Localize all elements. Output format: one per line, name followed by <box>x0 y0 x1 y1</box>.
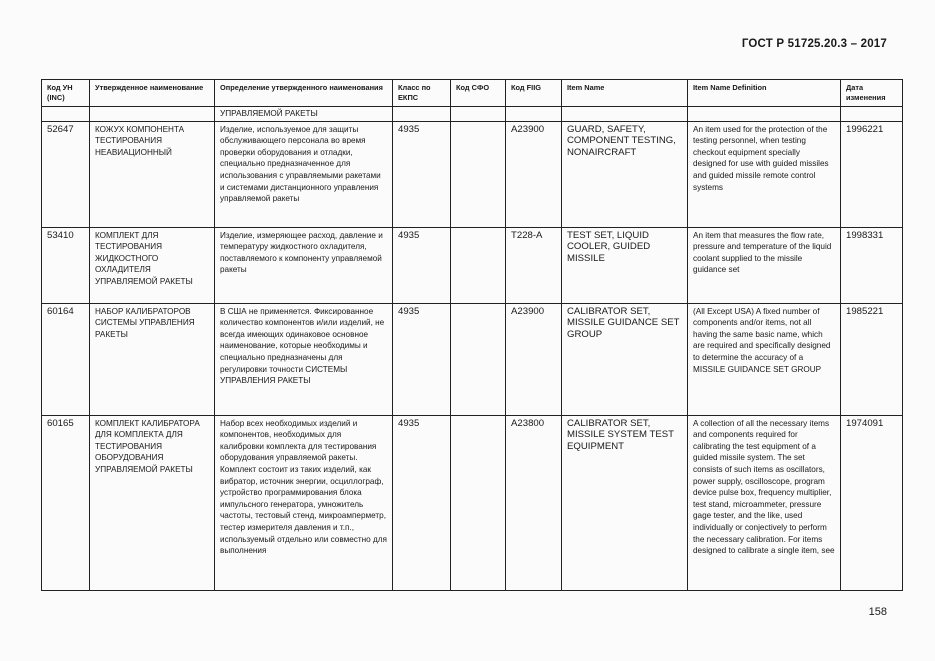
table-header-row <box>42 80 903 107</box>
cell-date: 1974091 <box>841 415 903 590</box>
cell-def-ru: Изделие, измеряющее расход, давление и температуру жидкостного охладителя, поставляемого к компоненту управляемой ракеты <box>215 227 393 303</box>
col-header-sfo: Код СФО <box>451 80 506 107</box>
cell-item-def: An item used for the protection of the testing personnel, when testing checkout equipment specially designed for use with guided missiles and guided missile remote control systems <box>688 121 841 227</box>
col-header-item-name: Item Name <box>562 80 688 107</box>
cell-item-name: GUARD, SAFETY, COMPONENT TESTING, NONAIRCRAFT <box>562 121 688 227</box>
col-header-inc: Код УН (INC) <box>42 80 90 107</box>
col-header-name-ru: Утвержденное наименование <box>90 80 215 107</box>
cell-name-ru: КОМПЛЕКТ ДЛЯ ТЕСТИРОВАНИЯ ЖИДКОСТНОГО ОХЛАДИТЕЛЯ УПРАВЛЯЕМОЙ РАКЕТЫ <box>90 227 215 303</box>
cell-inc: 53410 <box>42 227 90 303</box>
col-header-fiig: Код FIIG <box>506 80 562 107</box>
cell-date: 1998331 <box>841 227 903 303</box>
col-header-ekps: Класс по ЕКПС <box>393 80 451 107</box>
cell-inc: 52647 <box>42 121 90 227</box>
table-row <box>42 415 903 590</box>
cell-fiig: A23900 <box>506 303 562 415</box>
table-row <box>42 121 903 227</box>
cell-ekps: 4935 <box>393 227 451 303</box>
cell-inc: 60165 <box>42 415 90 590</box>
cell-ekps: 4935 <box>393 121 451 227</box>
cell-ekps: 4935 <box>393 303 451 415</box>
cell-inc: 60164 <box>42 303 90 415</box>
cell-date: 1996221 <box>841 121 903 227</box>
cell-sfo <box>451 121 506 227</box>
col-header-item-def: Item Name Definition <box>688 80 841 107</box>
cell-fiig: A23900 <box>506 121 562 227</box>
cell-def-ru: В США не применяется. Фиксированное количество компонентов и/или изделий, не всегда имеющих одинаковое основное наименование, которые необходимы и специально предназначены для регулировки точности СИСТЕМЫ УПРАВЛЕНИЯ РАКЕТЫ <box>215 303 393 415</box>
table-row-continuation <box>42 107 903 122</box>
cell-item-def: An item that measures the flow rate, pressure and temperature of the liquid coolant supplied to the missile guidance set <box>688 227 841 303</box>
cell-def-ru: Набор всех необходимых изделий и компонентов, необходимых для калибровки комплекта для тестирования оборудования управляемой ракеты. Комплект состоит из таких изделий, как вибратор, источник энергии, осциллограф, устройство программирования блока импульсного генератора, умножитель частоты, тестовый стенд, микроамперметр, тестер измерителя давления и т.п., используемый отдельно или совместно для выполнения <box>215 415 393 590</box>
cell-def-ru: Изделие, используемое для защиты обслуживающего персонала во время проверки оборудования и отладки, специально предназначенное для использования с управляемыми ракетами и системами дистанционного управления управляемой ракеты <box>215 121 393 227</box>
continuation-text: УПРАВЛЯЕМОЙ РАКЕТЫ <box>215 107 393 122</box>
cell-name-ru: НАБОР КАЛИБРАТОРОВ СИСТЕМЫ УПРАВЛЕНИЯ РАКЕТЫ <box>90 303 215 415</box>
cell-sfo <box>451 415 506 590</box>
cell-ekps: 4935 <box>393 415 451 590</box>
cell-fiig: T228-A <box>506 227 562 303</box>
cell-fiig: A23800 <box>506 415 562 590</box>
cell-name-ru: КОМПЛЕКТ КАЛИБРАТОРА ДЛЯ КОМПЛЕКТА ДЛЯ ТЕСТИРОВАНИЯ ОБОРУДОВАНИЯ УПРАВЛЯЕМОЙ РАКЕТЫ <box>90 415 215 590</box>
cell-date: 1985221 <box>841 303 903 415</box>
cell-item-name: CALIBRATOR SET, MISSILE GUIDANCE SET GROUP <box>562 303 688 415</box>
cell-item-name: CALIBRATOR SET, MISSILE SYSTEM TEST EQUIPMENT <box>562 415 688 590</box>
document-code: ГОСТ Р 51725.20.3 – 2017 <box>741 38 887 50</box>
col-header-date: Дата изменения <box>841 80 903 107</box>
page-number: 158 <box>868 606 887 618</box>
table-row <box>42 227 903 303</box>
cell-sfo <box>451 227 506 303</box>
cell-item-def: (All Except USA) A fixed number of components and/or items, not all having the same basic name, which are required and specifically designed to determine the accuracy of a MISSILE GUIDANCE SET GROUP <box>688 303 841 415</box>
classifier-table <box>41 79 903 591</box>
table-row <box>42 303 903 415</box>
col-header-def-ru: Определение утвержденного наименования <box>215 80 393 107</box>
cell-sfo <box>451 303 506 415</box>
cell-item-name: TEST SET, LIQUID COOLER, GUIDED MISSILE <box>562 227 688 303</box>
cell-item-def: A collection of all the necessary items and components required for calibrating the test equipment of a guided missile system. The set consists of such items as oscillators, power supply, oscilloscope, program device pulse box, frequency multiplier, test stand, microammeter, pressure gage tester, and the like, used individually or conjectively to perform the necessary calibration. For items designed to calibrate a single item, see <box>688 415 841 590</box>
cell-name-ru: КОЖУХ КОМПОНЕНТА ТЕСТИРОВАНИЯ НЕАВИАЦИОННЫЙ <box>90 121 215 227</box>
